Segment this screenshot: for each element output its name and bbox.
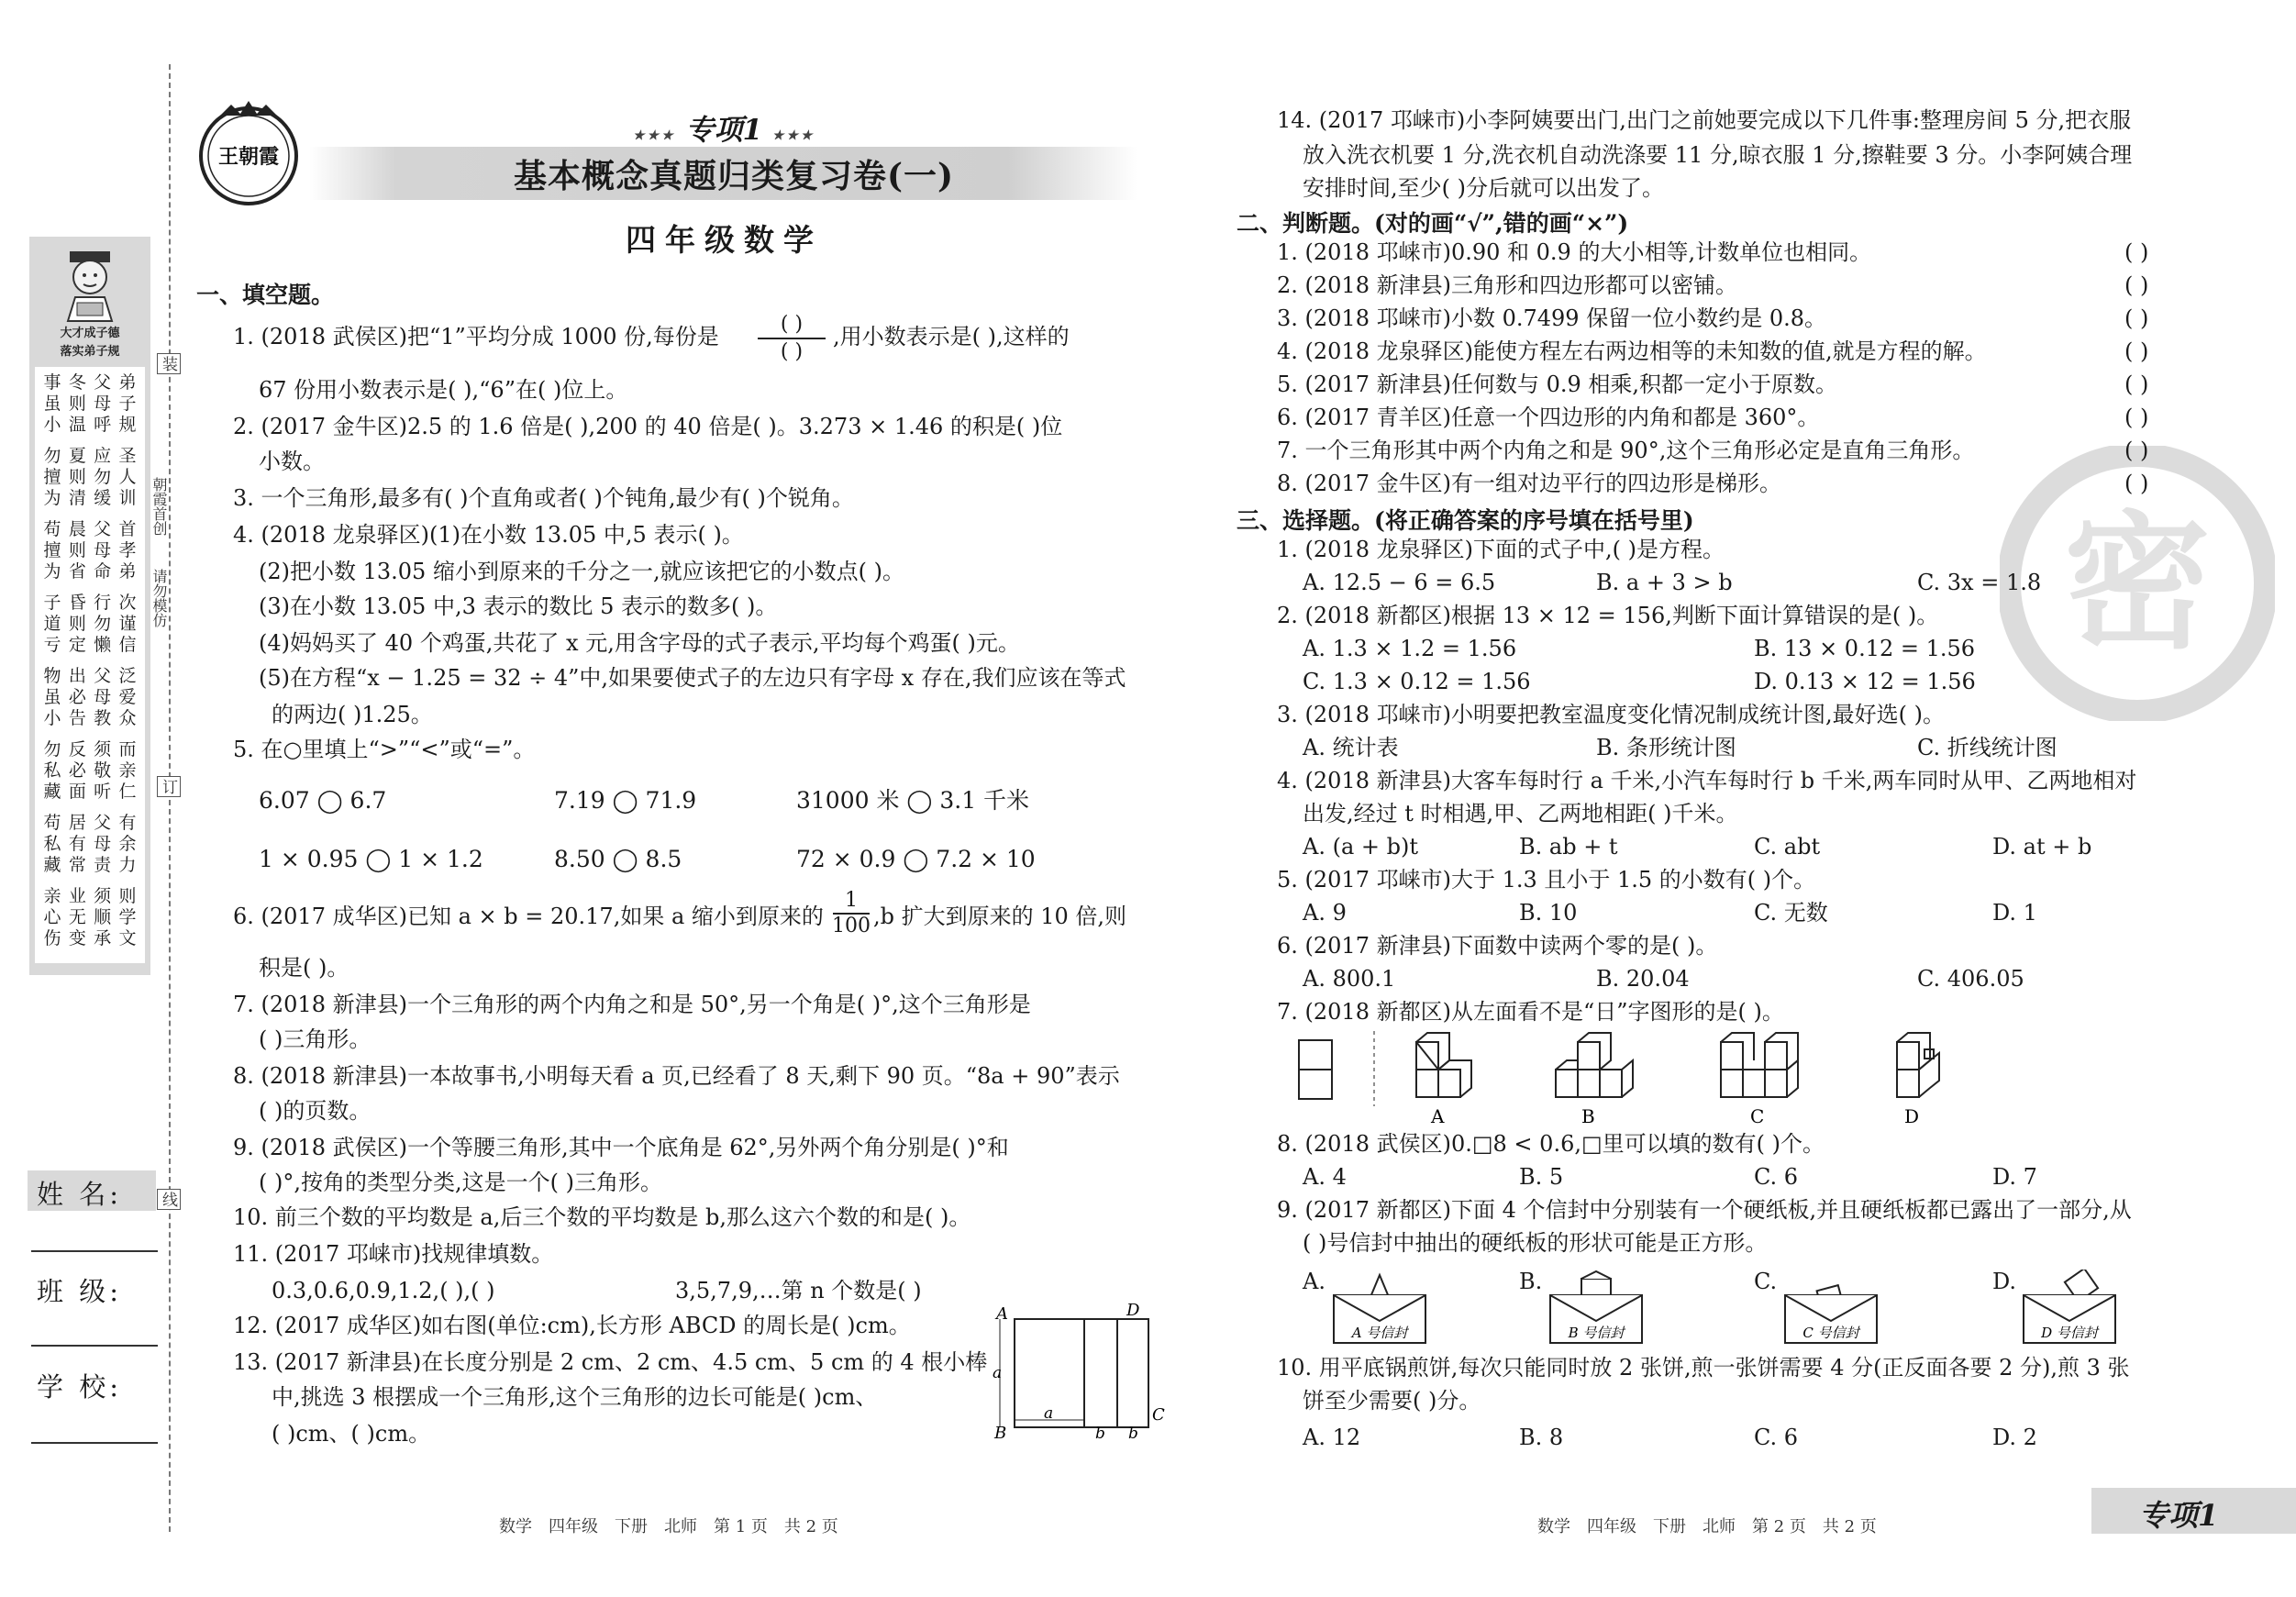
rule-char: 谨 (118, 614, 137, 634)
mc3-stem: 3. (2018 邛崃市)小明要把教室温度变化情况制成统计图,最好选( )。 (1277, 702, 1945, 727)
judge-item: 2. (2018 新津县)三角形和四边形都可以密铺。 (1277, 272, 1737, 298)
motto-line-2: 落实弟子规 (60, 345, 120, 359)
rule-char: 圣 (118, 446, 137, 466)
q13-line-c: ( )cm、( )cm。 (272, 1421, 431, 1447)
q1-line-a: 1. (2018 武侯区)把“1”平均分成 1000 份,每份是 (233, 324, 719, 349)
rule-char: 敬 (94, 760, 112, 781)
rule-row (42, 467, 138, 488)
judge-answer-blank[interactable]: ( ) (2124, 438, 2149, 463)
rule-char: 余 (118, 834, 137, 854)
rule-char: 次 (118, 593, 137, 613)
mc5-opt-d[interactable]: D. 1 (1992, 900, 2037, 926)
rule-char: 清 (68, 488, 86, 508)
rule-char: 学 (118, 907, 137, 927)
judge-answer-blank[interactable]: ( ) (2124, 471, 2149, 496)
rule-char: 弟 (118, 372, 137, 393)
mc5-opt-a[interactable]: A. 9 (1303, 900, 1347, 926)
q11-title: 11. (2017 邛崃市)找规律填数。 (233, 1241, 554, 1267)
rule-char: 弟 (118, 561, 137, 582)
rule-row (42, 372, 138, 394)
rule-row (42, 614, 138, 635)
envelope-icon (2020, 1270, 2121, 1347)
rule-char: 苟 (43, 519, 61, 539)
mc4-opt-a[interactable]: A. (a + b)t (1303, 834, 1418, 859)
rules-box (35, 367, 145, 963)
school-label: 学 校: (37, 1371, 122, 1403)
compare-1[interactable]: 6.07 ◯ 6.7 (259, 787, 387, 814)
svg-text:A: A (996, 1304, 1008, 1324)
q11-seq-2: 3,5,7,9,…第 n 个数是( ) (675, 1278, 922, 1303)
svg-text:C 号信封: C 号信封 (1802, 1325, 1859, 1341)
rule-char: 众 (118, 708, 137, 728)
envelope-icon (1781, 1270, 1882, 1347)
mc10-stem-b: 饼至少需要( )分。 (1303, 1388, 1481, 1414)
envelope-option-label[interactable]: D. (1992, 1269, 2017, 1294)
rule-char: 则 (68, 394, 86, 414)
rule-row (42, 540, 138, 561)
rule-row (42, 687, 138, 708)
rule-char: 勿 (94, 467, 112, 487)
mc6-stem: 6. (2017 新津县)下面数中读两个零的是( )。 (1277, 933, 1718, 959)
mc9-stem-b: ( )号信封中抽出的硬纸板的形状可能是正方形。 (1303, 1230, 1768, 1256)
mc3-opt-c[interactable]: C. 折线统计图 (1917, 735, 2058, 760)
rule-char: 则 (68, 614, 86, 634)
mc2-opt-a[interactable]: A. 1.3 × 1.2 = 1.56 (1303, 636, 1517, 661)
rule-char: 应 (94, 446, 112, 466)
q4-line-2: (2)把小数 13.05 缩小到原来的千分之一,就应该把它的小数点( )。 (259, 559, 904, 584)
rule-char: 须 (94, 739, 112, 760)
rule-char: 擅 (43, 467, 61, 487)
mc2-opt-b[interactable]: B. 13 × 0.12 = 1.56 (1754, 636, 1976, 661)
rule-char: 父 (94, 666, 112, 686)
rule-char: 业 (68, 886, 86, 906)
mc4-stem-b: 出发,经过 t 时相遇,甲、乙两地相距( )千米。 (1303, 801, 1738, 826)
school-field[interactable] (31, 1442, 158, 1444)
judge-answer-blank[interactable]: ( ) (2124, 305, 2149, 331)
rule-char: 夏 (68, 446, 86, 466)
rule-char: 居 (68, 813, 86, 833)
mc2-opt-d[interactable]: D. 0.13 × 12 = 1.56 (1754, 669, 1976, 694)
mc4-opt-d[interactable]: D. at + b (1992, 834, 2092, 859)
compare-2[interactable]: 7.19 ◯ 71.9 (554, 787, 697, 814)
q4-line-4: (4)妈妈买了 40 个鸡蛋,共花了 x 元,用含字母的式子表示,平均每个鸡蛋( )元。 (259, 630, 1020, 656)
class-label: 班 级: (37, 1276, 122, 1307)
q11-seq-1: 0.3,0.6,0.9,1.2,( ),( ) (272, 1278, 495, 1303)
rule-char: 母 (94, 394, 112, 414)
svg-text:A: A (1431, 1105, 1445, 1127)
rule-row (42, 813, 138, 834)
rule-row (42, 739, 138, 760)
class-field[interactable] (31, 1345, 158, 1347)
rule-char: 爱 (118, 687, 137, 707)
rule-char: 小 (43, 415, 61, 435)
rule-char: 文 (118, 928, 137, 948)
q14-line-b: 放入洗衣机要 1 分,洗衣机自动洗涤要 11 分,晾衣服 1 分,擦鞋要 3 分。小李阿姨合理 (1303, 142, 2133, 168)
q3-line: 3. 一个三角形,最多有( )个直角或者( )个钝角,最少有( )个锐角。 (233, 485, 854, 511)
rule-char: 人 (118, 467, 137, 487)
mc8-opt-d[interactable]: D. 7 (1992, 1164, 2037, 1190)
left-page-footer: 数学 四年级 下册 北师 第 1 页 共 2 页 (499, 1517, 838, 1536)
q7-line-a: 7. (2018 新津县)一个三角形的两个内角之和是 50°,另一个角是( )°,这个三角形是 (233, 992, 1031, 1017)
mc1-opt-b[interactable]: B. a + 3 > b (1596, 570, 1733, 595)
rule-char: 缓 (94, 488, 112, 508)
q10-line: 10. 前三个数的平均数是 a,后三个数的平均数是 b,那么这六个数的和是( )。 (233, 1204, 971, 1230)
judge-answer-blank[interactable]: ( ) (2124, 405, 2149, 430)
rule-char: 顺 (94, 907, 112, 927)
rule-char: 为 (43, 561, 61, 582)
rule-char: 告 (68, 708, 86, 728)
mc5-stem: 5. (2017 邛崃市)大于 1.3 且小于 1.5 的小数有( )个。 (1277, 867, 1816, 893)
rule-char: 变 (68, 928, 86, 948)
rule-char: 物 (43, 666, 61, 686)
rule-char: 有 (118, 813, 137, 833)
rule-char: 面 (68, 782, 86, 802)
envelope-icon (1547, 1270, 1647, 1347)
rule-char: 事 (43, 372, 61, 393)
judge-item: 5. (2017 新津县)任何数与 0.9 相乘,积都一定小于原数。 (1277, 372, 1838, 397)
rule-row (42, 782, 138, 803)
rule-row (42, 886, 138, 907)
rule-char: 温 (68, 415, 86, 435)
q13-line-a: 13. (2017 新津县)在长度分别是 2 cm、2 cm、4.5 cm、5 cm 的 4 根小棒 (233, 1349, 988, 1375)
rule-char: 父 (94, 372, 112, 393)
rule-char: 私 (43, 834, 61, 854)
rule-row (42, 488, 138, 509)
q4-line-3: (3)在小数 13.05 中,3 表示的数比 5 表示的数多( )。 (259, 593, 778, 619)
rule-char: 泛 (118, 666, 137, 686)
rule-char: 力 (118, 855, 137, 875)
cubes-d (1897, 1033, 1939, 1097)
rule-row (42, 834, 138, 855)
svg-text:b: b (1128, 1425, 1138, 1440)
judge-item: 7. 一个三角形其中两个内角之和是 90°,这个三角形必定是直角三角形。 (1277, 438, 1975, 463)
q4-line-5b: 的两边( )1.25。 (272, 702, 433, 727)
rule-row (42, 446, 138, 467)
svg-text:B 号信封: B 号信封 (1568, 1325, 1625, 1341)
svg-text:a: a (993, 1364, 1003, 1382)
mc6-opt-b[interactable]: B. 20.04 (1596, 966, 1690, 992)
rule-char: 勿 (43, 739, 61, 760)
mc2-stem: 2. (2018 新都区)根据 13 × 12 = 156,判断下面计算错误的是( )。 (1277, 603, 1939, 628)
mc5-opt-b[interactable]: B. 10 (1519, 900, 1578, 926)
svg-text:D: D (1126, 1303, 1140, 1320)
judge-answer-blank[interactable]: ( ) (2124, 272, 2149, 298)
rule-row (42, 593, 138, 614)
judge-item: 1. (2018 邛崃市)0.90 和 0.9 的大小相等,计数单位也相同。 (1277, 239, 1872, 265)
judge-answer-blank[interactable]: ( ) (2124, 372, 2149, 397)
mc8-opt-a[interactable]: A. 4 (1303, 1164, 1347, 1190)
compare-6[interactable]: 72 × 0.9 ◯ 7.2 × 10 (796, 846, 1036, 872)
q2-line-a: 2. (2017 金牛区)2.5 的 1.6 倍是( ),200 的 40 倍是( )。3.273 × 1.46 的积是( )位 (233, 414, 1063, 439)
mc1-opt-c[interactable]: C. 3x = 1.8 (1917, 570, 2042, 595)
scholar-mascot-icon (57, 250, 123, 323)
topic-label: ★★★ 专项1 ★★★ (633, 114, 815, 147)
rule-char: 出 (68, 666, 86, 686)
rule-char: 小 (43, 708, 61, 728)
mc6-opt-a[interactable]: A. 800.1 (1303, 966, 1396, 992)
rule-char: 无 (68, 907, 86, 927)
rule-char: 规 (118, 415, 137, 435)
q9-line-b: ( )°,按角的类型分类,这是一个( )三角形。 (259, 1170, 662, 1195)
side-label-ding: 订 (157, 776, 181, 797)
mc4-opt-b[interactable]: B. ab + t (1519, 834, 1618, 859)
mc8-opt-c[interactable]: C. 6 (1754, 1164, 1799, 1190)
cubes-b (1556, 1033, 1633, 1097)
mc1-opt-a[interactable]: A. 12.5 − 6 = 6.5 (1303, 570, 1496, 595)
mc10-opt-a[interactable]: A. 12 (1303, 1425, 1361, 1450)
rule-char: 虽 (43, 394, 61, 414)
svg-text:密: 密 (2063, 497, 2212, 669)
rule-row (42, 928, 138, 949)
q13-line-b: 中,挑选 3 根摆成一个三角形,这个三角形的边长可能是( )cm、 (272, 1384, 878, 1410)
cubes-a (1416, 1033, 1471, 1097)
rule-char: 责 (94, 855, 112, 875)
judge-answer-blank[interactable]: ( ) (2124, 338, 2149, 364)
rule-row (42, 415, 138, 436)
envelope-icon (1330, 1270, 1431, 1347)
compare-5[interactable]: 8.50 ◯ 8.5 (554, 846, 682, 872)
rule-char: 则 (118, 886, 137, 906)
exam-title: 基本概念真题归类复习卷(一) (514, 157, 955, 195)
svg-text:C: C (1750, 1105, 1765, 1127)
side-label-xian: 线 (157, 1189, 181, 1210)
rule-char: 常 (68, 855, 86, 875)
q2-line-b: 小数。 (259, 449, 325, 474)
rule-char: 母 (94, 687, 112, 707)
rule-char: 母 (94, 540, 112, 560)
rule-char: 心 (43, 907, 61, 927)
mc10-opt-b[interactable]: B. 8 (1519, 1425, 1564, 1450)
rule-char: 反 (68, 739, 86, 760)
rule-char: 行 (94, 593, 112, 613)
rule-row (42, 519, 138, 540)
rule-char: 勿 (43, 446, 61, 466)
rule-char: 必 (68, 687, 86, 707)
q1-line-c: 67 份用小数表示是( ),“6”在( )位上。 (259, 377, 628, 403)
mc10-opt-d[interactable]: D. 2 (1992, 1425, 2037, 1450)
cube-views-figure (1292, 1027, 2025, 1128)
rule-char: 首 (118, 519, 137, 539)
q8-line-a: 8. (2018 新津县)一本故事书,小明每天看 a 页,已经看了 8 天,剩下 90 页。“8a + 90”表示 (233, 1063, 1120, 1089)
q9-line-a: 9. (2018 武侯区)一个等腰三角形,其中一个底角是 62°,另外两个角分别是( )°和 (233, 1135, 1009, 1160)
mc3-opt-a[interactable]: A. 统计表 (1303, 735, 1399, 760)
rule-row (42, 666, 138, 687)
mc8-opt-b[interactable]: B. 5 (1519, 1164, 1564, 1190)
sidebar-panel (29, 237, 150, 975)
envelope-option-label[interactable]: C. (1754, 1269, 1778, 1294)
rule-char: 省 (68, 561, 86, 582)
rule-char: 子 (118, 394, 137, 414)
q5-title: 5. 在○里填上“>”“<”或“=”。 (233, 737, 536, 762)
envelope-option-label[interactable]: A. (1303, 1269, 1325, 1294)
q12-line: 12. (2017 成华区)如右图(单位:cm),长方形 ABCD 的周长是( )cm。 (233, 1313, 911, 1338)
envelope-option-label[interactable]: B. (1519, 1269, 1543, 1294)
judge-item: 4. (2018 龙泉驿区)能使方程左右两边相等的未知数的值,就是方程的解。 (1277, 338, 1987, 364)
rule-char: 伤 (43, 928, 61, 948)
rule-char: 有 (68, 834, 86, 854)
rule-char: 晨 (68, 519, 86, 539)
rule-row (42, 760, 138, 782)
mc5-opt-c[interactable]: C. 无数 (1754, 900, 1828, 926)
rectangle-abcd-figure (991, 1303, 1165, 1440)
rule-row (42, 561, 138, 582)
rule-char: 私 (43, 760, 61, 781)
svg-text:B: B (994, 1424, 1007, 1440)
rule-row (42, 855, 138, 876)
mc10-stem-a: 10. 用平底锅煎饼,每次只能同时放 2 张饼,煎一张饼需要 4 分(正反面各要 2 分),煎 3 张 (1277, 1355, 2130, 1381)
q6-fraction: 1 100 (832, 889, 871, 937)
rule-char: 母 (94, 834, 112, 854)
mc4-stem-a: 4. (2018 新津县)大客车每时行 a 千米,小汽车每时行 b 千米,两车同时从甲、乙两地相对 (1277, 768, 2137, 793)
section-multiple-choice: 三、选择题。(将正确答案的序号填在括号里) (1237, 507, 1694, 534)
rule-char: 必 (68, 760, 86, 781)
cubes-c (1721, 1033, 1798, 1097)
svg-text:C: C (1152, 1405, 1165, 1425)
q8-line-b: ( )的页数。 (259, 1098, 372, 1124)
svg-text:D: D (1904, 1105, 1920, 1127)
mc9-stem-a: 9. (2017 新都区)下面 4 个信封中分别装有一个硬纸板,并且硬纸板都已露出了一部分,从 (1277, 1197, 2132, 1223)
right-page-footer: 数学 四年级 下册 北师 第 2 页 共 2 页 (1537, 1517, 1877, 1536)
rule-char: 懒 (94, 635, 112, 655)
q1-fraction-blank[interactable]: ( ) ( ) (752, 314, 831, 363)
rule-char: 仁 (118, 782, 137, 802)
rule-char: 虽 (43, 687, 61, 707)
rule-row (42, 394, 138, 415)
rule-char: 父 (94, 813, 112, 833)
side-label-zhuang: 装 (157, 353, 181, 374)
rule-char: 亲 (118, 760, 137, 781)
rule-char: 须 (94, 886, 112, 906)
rule-char: 子 (43, 593, 61, 613)
q6-line-b: ,b 扩大到原来的 10 倍,则 (873, 904, 1127, 929)
rule-char: 命 (94, 561, 112, 582)
rule-char: 勿 (94, 614, 112, 634)
q4-line-5a: (5)在方程“x − 1.25 = 32 ÷ 4”中,如果要使式子的左边只有字母 x 存在,我们应该在等式 (259, 665, 1126, 691)
section-true-false: 二、判断题。(对的画“√”,错的画“×”) (1237, 210, 1629, 237)
mc1-stem: 1. (2018 龙泉驿区)下面的式子中,( )是方程。 (1277, 537, 1725, 562)
compare-4[interactable]: 1 × 0.95 ◯ 1 × 1.2 (259, 846, 483, 872)
grade-subject: 四年级数学 (626, 222, 823, 258)
publisher-logo (194, 99, 303, 207)
judge-item: 6. (2017 青羊区)任意一个四边形的内角和都是 360°。 (1277, 405, 1820, 430)
compare-3[interactable]: 31000 米 ◯ 3.1 千米 (796, 787, 1030, 814)
q4-line-1: 4. (2018 龙泉驿区)(1)在小数 13.05 中,5 表示( )。 (233, 522, 744, 548)
rule-char: 为 (43, 488, 61, 508)
q6-line-a: 6. (2017 成华区)已知 a × b = 20.17,如果 a 缩小到原来的 (233, 904, 824, 929)
mc4-opt-c[interactable]: C. abt (1754, 834, 1821, 859)
rule-char: 训 (118, 488, 137, 508)
rule-char: 藏 (43, 782, 61, 802)
rule-char: 亏 (43, 635, 61, 655)
judge-answer-blank[interactable]: ( ) (2124, 239, 2149, 265)
rule-row (42, 635, 138, 656)
svg-text:b: b (1095, 1425, 1105, 1440)
rule-char: 昏 (68, 593, 86, 613)
name-label: 姓 名: (37, 1179, 122, 1210)
rule-char: 而 (118, 739, 137, 760)
rule-char: 擅 (43, 540, 61, 560)
rule-char: 则 (68, 467, 86, 487)
rule-char: 信 (118, 635, 137, 655)
motto-line-1: 大才成子德 (60, 327, 120, 340)
mc8-stem: 8. (2018 武侯区)0.□8 < 0.6,□里可以填的数有( )个。 (1277, 1131, 1825, 1157)
judge-item: 8. (2017 金牛区)有一组对边平行的四边形是梯形。 (1277, 471, 1781, 496)
section-fill-blank: 一、填空题。 (196, 282, 335, 308)
rule-char: 苟 (43, 813, 61, 833)
binding-dashed-line (169, 64, 171, 1532)
rule-char: 亲 (43, 886, 61, 906)
svg-text:a: a (1044, 1404, 1054, 1423)
mc3-opt-b[interactable]: B. 条形统计图 (1596, 735, 1736, 760)
rule-row (42, 907, 138, 928)
rule-char: 父 (94, 519, 112, 539)
topic-badge-label: 专项1 (2139, 1498, 2219, 1533)
rule-char: 冬 (68, 372, 86, 393)
rule-char: 藏 (43, 855, 61, 875)
svg-text:王朝霞: 王朝霞 (217, 145, 280, 169)
name-field[interactable] (31, 1250, 158, 1252)
side-note-1: 朝霞首创 (150, 477, 168, 536)
rule-char: 则 (68, 540, 86, 560)
rule-char: 道 (43, 614, 61, 634)
rule-char: 听 (94, 782, 112, 802)
mc7-stem: 7. (2018 新都区)从左面看不是“日”字图形的是( )。 (1277, 999, 1784, 1025)
rule-char: 孝 (118, 540, 137, 560)
q7-line-b: ( )三角形。 (259, 1026, 372, 1052)
judge-item: 3. (2018 邛崃市)小数 0.7499 保留一位小数约是 0.8。 (1277, 305, 1826, 331)
svg-text:D 号信封: D 号信封 (2041, 1325, 2098, 1341)
q14-line-a: 14. (2017 邛崃市)小李阿姨要出门,出门之前她要完成以下几件事:整理房间 5 分,把衣服 (1277, 107, 2132, 133)
mc2-opt-c[interactable]: C. 1.3 × 0.12 = 1.56 (1303, 669, 1531, 694)
rule-char: 呼 (94, 415, 112, 435)
rule-char: 教 (94, 708, 112, 728)
rule-row (42, 708, 138, 729)
q14-line-c: 安排时间,至少( )分后就可以出发了。 (1303, 175, 1664, 201)
rule-char: 承 (94, 928, 112, 948)
rule-char: 定 (68, 635, 86, 655)
mc10-opt-c[interactable]: C. 6 (1754, 1425, 1799, 1450)
q6-line-c: 积是( )。 (259, 955, 349, 981)
svg-text:B: B (1581, 1105, 1595, 1127)
svg-text:A 号信封: A 号信封 (1351, 1325, 1408, 1341)
q1-line-b: ,用小数表示是( ),这样的 (833, 324, 1070, 349)
side-note-2: 请勿模仿 (150, 569, 168, 627)
mc6-opt-c[interactable]: C. 406.05 (1917, 966, 2024, 992)
